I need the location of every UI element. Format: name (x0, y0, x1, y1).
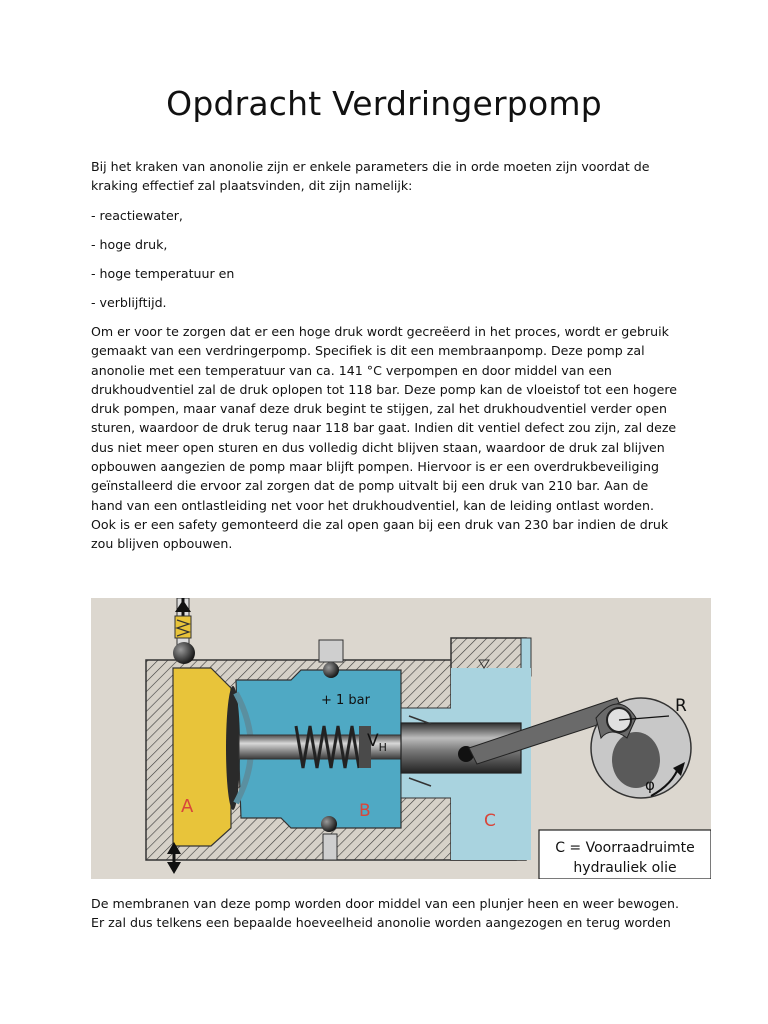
chamber-c-label: C (484, 811, 496, 831)
diaphragm (226, 686, 240, 810)
relief-valve-cap (319, 640, 343, 662)
legend-line-1: C = Voorraadruimte (555, 840, 695, 856)
pressure-label: + 1 bar (321, 693, 370, 708)
page-title: Opdracht Verdringerpomp (166, 84, 602, 123)
legend-line-2: hydrauliek olie (573, 860, 677, 876)
intro-paragraph: Bij het kraken van anonolie zijn er enkele parameters die in orde moeten zijn voordat de kraking effectief zal plaatsvinden, dit zijn namelijk: (91, 159, 650, 194)
refill-valve-body (323, 834, 337, 860)
chamber-a (173, 668, 231, 846)
outlet-valve-spring-seat (175, 616, 191, 638)
angle-label: φ (645, 776, 655, 794)
list-item: - hoge temperatuur en (91, 266, 235, 281)
chamber-b-label: B (359, 801, 371, 821)
vh-label-main: V (367, 731, 379, 751)
chamber-a-label: A (181, 796, 194, 817)
radius-label: R (675, 696, 687, 716)
pump-diagram-svg (91, 598, 711, 879)
relief-valve-ball (323, 662, 339, 678)
vh-label-sub: H (378, 741, 387, 754)
refill-valve-ball (321, 816, 337, 832)
closing-paragraph: De membranen van deze pomp worden door middel van een plunjer heen en weer bewogen. Er zal dus telkens een bepaalde hoeveelheid anonolie worden aangezogen en terug worden (91, 896, 680, 931)
list-item: - hoge druk, (91, 237, 168, 252)
diaphragm-pump-diagram (91, 598, 711, 879)
list-item: - verblijftijd. (91, 295, 167, 310)
outlet-check-ball (173, 642, 195, 664)
list-item: - reactiewater, (91, 208, 183, 223)
pump-description-paragraph: Om er voor te zorgen dat er een hoge druk wordt gecreëerd in het proces, wordt er gebruik gemaakt van een verdringerpomp. Specifiek is dit een membraanpomp. Deze pomp zal anonolie met een temperatuur van ca. 141 °C verpompen en door middel van een drukhoudventiel zal de druk oplopen tot 118 bar. Deze pomp kan de vloeistof tot een hogere druk pompen, maar vanaf deze druk begint te stijgen, zal het drukhoudventiel verder open sturen, waardoor de druk terug naar 118 bar gaat. Indien dit ventiel defect zou zijn, zal deze dus niet meer open sturen en dus volledig dicht blijven staan, waardoor de druk zal blijven opbouwen aangezien de pomp maar blijft pompen. Hiervoor is er een overdrukbeveiliging geïnstalleerd die ervoor zal zorgen dat de pomp uitvalt bij een druk van 210 bar. Aan de hand van een ontlastleiding net voor het drukhoudventiel, kan de leiding ontlast worden. Ook is er een safety gemonteerd die zal open gaan bij een druk van 230 bar indien de druk zou blijven opbouwen. (91, 324, 677, 552)
